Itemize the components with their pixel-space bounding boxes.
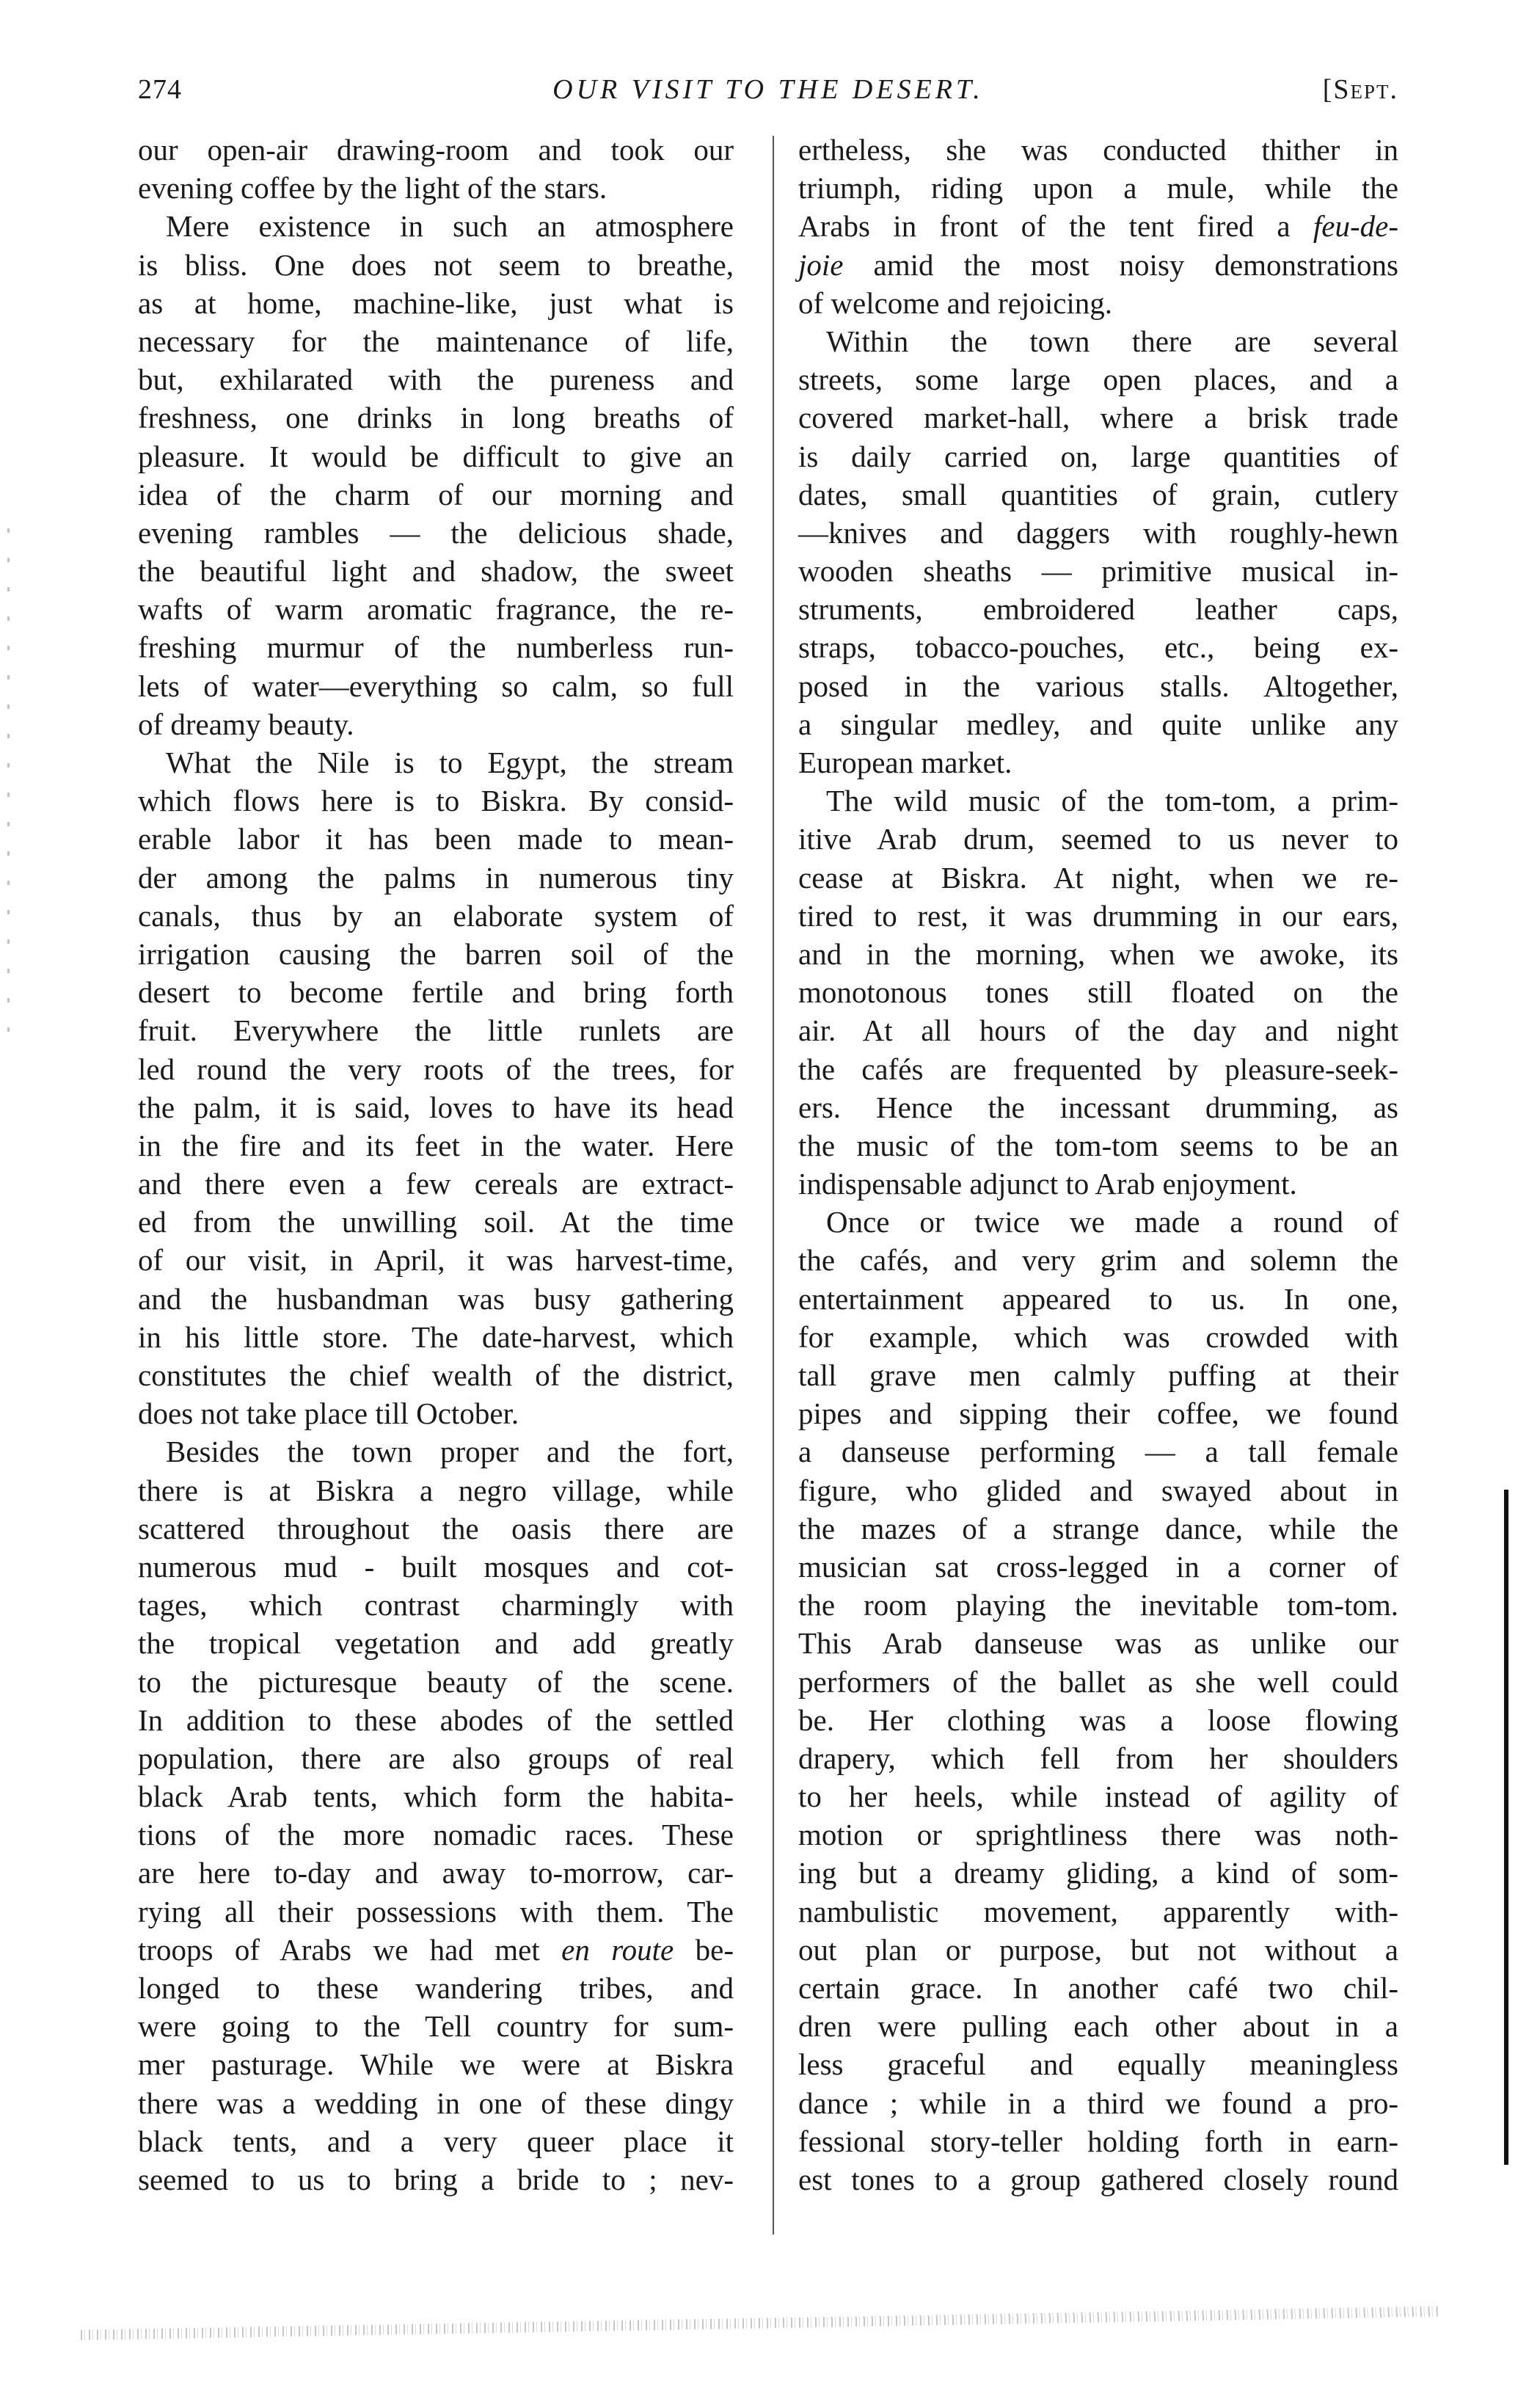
text-line: the palm, it is said, loves to have its head — [138, 1090, 734, 1124]
text-line: of our visit, in April, it was harvest-time, — [138, 1243, 734, 1278]
text-line: there was a wedding in one of these dingy — [138, 2086, 734, 2120]
text-line: which flows here is to Biskra. By consid- — [138, 784, 734, 818]
left-column — [138, 131, 734, 2199]
text-line: fruit. Everywhere the little runlets are — [138, 1013, 734, 1048]
text-line: the music of the tom-tom seems to be an — [798, 1128, 1398, 1162]
text-line: evening rambles — the delicious shade, — [138, 515, 734, 550]
italic-phrase: joie — [798, 247, 844, 282]
text-line: tired to rest, it was drumming in our ears, — [798, 898, 1398, 933]
text-line: be. Her clothing was a loose flowing — [798, 1702, 1398, 1737]
text-line: are here to-day and away to-morrow, car- — [138, 1856, 734, 1890]
text-line: straps, tobacco-pouches, etc., being ex- — [798, 630, 1398, 665]
text-line: evening coffee by the light of the stars. — [138, 171, 607, 205]
text-line: does not take place till October. — [138, 1396, 519, 1431]
text-line: but, exhilarated with the pureness and — [138, 363, 734, 397]
text-line: Once or twice we made a round of — [826, 1205, 1398, 1239]
text-line: in his little store. The date-harvest, which — [138, 1319, 734, 1354]
text-line: der among the palms in numerous tiny — [138, 860, 734, 895]
text-line: wafts of warm aromatic fragrance, the re- — [138, 592, 734, 627]
text-line: is bliss. One does not seem to breathe, — [138, 247, 734, 282]
text-line: numerous mud - built mosques and cot- — [138, 1549, 734, 1584]
text-line: of dreamy beauty. — [138, 707, 354, 741]
text-line: of welcome and rejoicing. — [798, 285, 1113, 320]
text-line: and there even a few cereals are extract- — [138, 1167, 734, 1201]
text-line: motion or sprightliness there was noth- — [798, 1818, 1398, 1852]
text-line: This Arab danseuse was as unlike our — [798, 1626, 1398, 1661]
text-line: mer pasturage. While we were at Biskra — [138, 2047, 734, 2082]
text-line: —knives and daggers with roughly-hewn — [798, 515, 1398, 550]
italic-phrase: en route — [561, 1932, 674, 1967]
text-line: ing but a dreamy gliding, a kind of som- — [798, 1856, 1398, 1890]
text-line: rying all their possessions with them. The — [138, 1894, 734, 1928]
text-line: the beautiful light and shadow, the sweet — [138, 554, 734, 589]
text-line: longed to these wandering tribes, and — [138, 1971, 734, 2005]
text-line: performers of the ballet as she well could — [798, 1664, 1398, 1699]
text-line: dates, small quantities of grain, cutlery — [798, 477, 1398, 511]
text-line: irrigation causing the barren soil of the — [138, 936, 734, 971]
text-line: Within the town there are several — [826, 324, 1398, 358]
text-line: nambulistic movement, apparently with- — [798, 1894, 1398, 1928]
text-line: the room playing the inevitable tom-tom. — [798, 1588, 1398, 1622]
text-line: itive Arab drum, seemed to us never to — [798, 822, 1398, 856]
scan-edge-shadow — [1504, 1490, 1508, 2165]
text-line: posed in the various stalls. Altogether, — [798, 669, 1398, 703]
text-line: In addition to these abodes of the settled — [138, 1702, 734, 1737]
text-line: ers. Hence the incessant drumming, as — [798, 1090, 1398, 1124]
text-line: ed from the unwilling soil. At the time — [138, 1205, 734, 1239]
text-line: necessary for the maintenance of life, — [138, 324, 734, 358]
text-line: entertainment appeared to us. In one, — [798, 1281, 1398, 1316]
text-line: pleasure. It would be difficult to give an — [138, 439, 734, 473]
text-line: air. At all hours of the day and night — [798, 1013, 1398, 1048]
text-line: less graceful and equally meaningless — [798, 2047, 1398, 2082]
text-line: Besides the town proper and the fort, — [166, 1435, 734, 1469]
text-line: tions of the more nomadic races. These — [138, 1818, 734, 1852]
text-line: to the picturesque beauty of the scene. — [138, 1664, 734, 1699]
page-number: 274 — [138, 74, 182, 105]
issue-month: [Sept. — [1322, 74, 1398, 105]
text-line: freshness, one drinks in long breaths of — [138, 401, 734, 435]
text-line: struments, embroidered leather caps, — [798, 592, 1398, 627]
text-line: the cafés, and very grim and solemn the — [798, 1243, 1398, 1278]
text-line: Mere existence in such an atmosphere — [166, 209, 734, 244]
text-line: were going to the Tell country for sum- — [138, 2009, 734, 2044]
italic-phrase: feu-de- — [1313, 209, 1398, 244]
text-line: covered market-hall, where a brisk trade — [798, 401, 1398, 435]
text-line: the tropical vegetation and add greatly — [138, 1626, 734, 1661]
text-line: dren were pulling each other about in a — [798, 2009, 1398, 2044]
text-line: a singular medley, and quite unlike any — [798, 707, 1398, 741]
text-line: cease at Biskra. At night, when we re- — [798, 860, 1398, 895]
text-line: as at home, machine-like, just what is — [138, 285, 734, 320]
text-line: drapery, which fell from her shoulders — [798, 1741, 1398, 1775]
text-line: to her heels, while instead of agility of — [798, 1780, 1398, 1814]
text-line: triumph, riding upon a mule, while the — [798, 171, 1398, 205]
text-line: est tones to a group gathered closely round — [798, 2162, 1398, 2196]
running-header — [138, 73, 1398, 117]
text-line: streets, some large open places, and a — [798, 363, 1398, 397]
text-line: joie amid the most noisy demonstrations — [798, 247, 1398, 282]
text-line: in the fire and its feet in the water. Here — [138, 1128, 734, 1162]
text-line: monotonous tones still floated on the — [798, 975, 1398, 1010]
text-line: fessional story-teller holding forth in earn- — [798, 2124, 1398, 2158]
text-line: is daily carried on, large quantities of — [798, 439, 1398, 473]
text-line: wooden sheaths — primitive musical in- — [798, 554, 1398, 589]
text-line: dance ; while in a third we found a pro- — [798, 2086, 1398, 2120]
text-line: there is at Biskra a negro village, while — [138, 1473, 734, 1507]
text-line: a danseuse performing — a tall female — [798, 1435, 1398, 1469]
text-line: out plan or purpose, but not without a — [798, 1932, 1398, 1967]
scan-margin-marks — [7, 528, 10, 1042]
text-line: seemed to us to bring a bride to ; nev- — [138, 2162, 734, 2196]
text-line: the mazes of a strange dance, while the — [798, 1511, 1398, 1545]
text-line: European market. — [798, 746, 1012, 779]
text-line: pipes and sipping their coffee, we found — [798, 1396, 1398, 1431]
text-line: certain grace. In another café two chil- — [798, 1971, 1398, 2005]
text-line: freshing murmur of the numberless run- — [138, 630, 734, 665]
column-divider — [773, 136, 774, 2234]
text-line: led round the very roots of the trees, for — [138, 1052, 734, 1086]
running-title: OUR VISIT TO THE DESERT. — [552, 74, 984, 105]
text-line: for example, which was crowded with — [798, 1319, 1398, 1354]
text-line: tages, which contrast charmingly with — [138, 1588, 734, 1622]
text-line: Arabs in front of the tent fired a feu-de- — [798, 209, 1398, 244]
text-line: The wild music of the tom-tom, a prim- — [826, 784, 1398, 818]
right-column — [798, 131, 1398, 2199]
text-line: and the husbandman was busy gathering — [138, 1281, 734, 1316]
text-line: canals, thus by an elaborate system of — [138, 898, 734, 933]
text-line: our open-air drawing-room and took our — [138, 133, 734, 167]
text-line: What the Nile is to Egypt, the stream — [166, 746, 734, 779]
scan-noise-line — [81, 2306, 1438, 2340]
text-line: ertheless, she was conducted thither in — [798, 133, 1398, 167]
text-line: figure, who glided and swayed about in — [798, 1473, 1398, 1507]
text-line: idea of the charm of our morning and — [138, 477, 734, 511]
text-line: and in the morning, when we awoke, its — [798, 936, 1398, 971]
text-line: scattered throughout the oasis there are — [138, 1511, 734, 1545]
text-line: population, there are also groups of real — [138, 1741, 734, 1775]
text-line: indispensable adjunct to Arab enjoyment. — [798, 1167, 1297, 1201]
text-line: erable labor it has been made to mean- — [138, 822, 734, 856]
text-line: tall grave men calmly puffing at their — [798, 1358, 1398, 1392]
text-line: desert to become fertile and bring forth — [138, 975, 734, 1010]
text-line: the cafés are frequented by pleasure-seek- — [798, 1052, 1398, 1086]
text-line: black Arab tents, which form the habita- — [138, 1780, 734, 1814]
text-line: black tents, and a very queer place it — [138, 2124, 734, 2158]
text-line: constitutes the chief wealth of the district, — [138, 1358, 734, 1392]
text-line: musician sat cross-legged in a corner of — [798, 1549, 1398, 1584]
text-line: lets of water—everything so calm, so full — [138, 669, 734, 703]
text-line: troops of Arabs we had met en route be- — [138, 1932, 734, 1967]
